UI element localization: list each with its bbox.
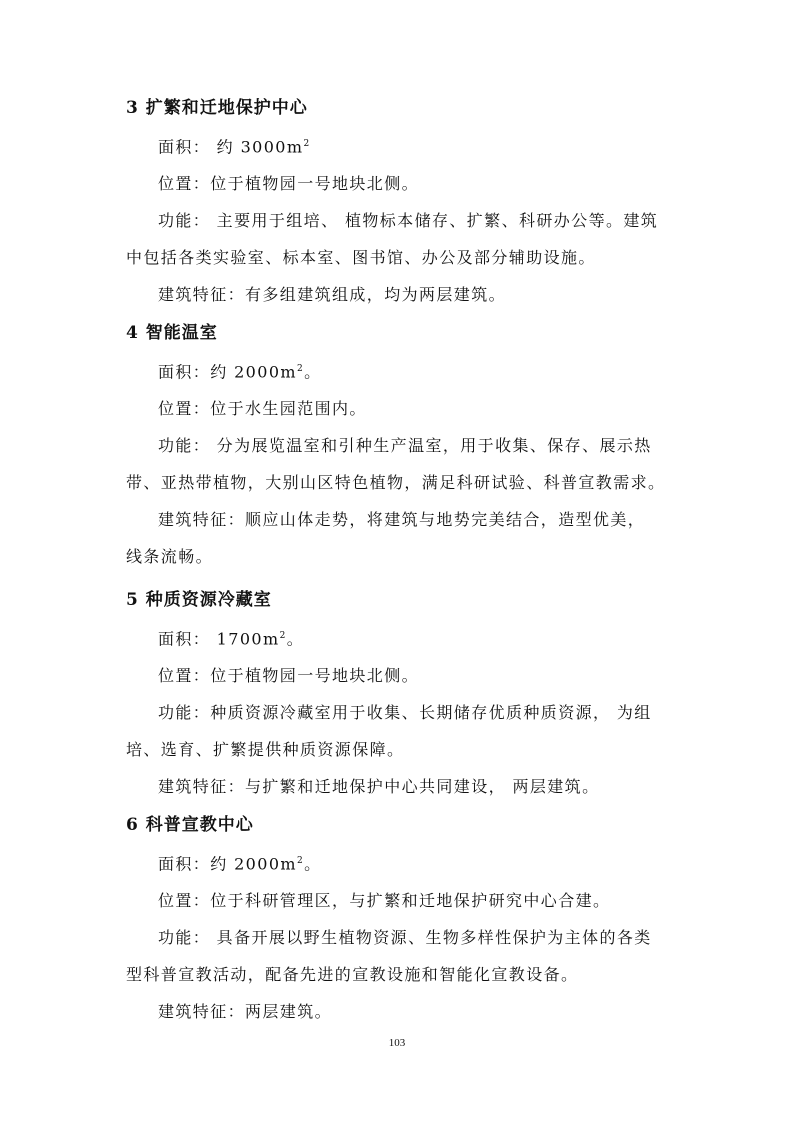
- feature-line: 建筑特征：两层建筑。: [158, 1002, 333, 1022]
- section-5: [126, 588, 686, 799]
- function-line: 功能： 主要用于组培、 植物标本储存、扩繁、科研办公等。建筑: [158, 211, 659, 231]
- function-line-cont: 型科普宣教活动，配备先进的宣教设施和智能化宣教设备。: [126, 965, 579, 985]
- function-line: 功能：种质资源冷藏室用于收集、长期储存优质种质资源， 为组: [158, 703, 652, 723]
- location-line: 位置：位于植物园一号地块北侧。: [158, 666, 420, 686]
- function-line-cont: 中包括各类实验室、标本室、图书馆、办公及部分辅助设施。: [126, 248, 596, 268]
- section-3: [126, 96, 686, 307]
- section-heading: 4 智能温室: [126, 323, 218, 343]
- function-line-cont: 带、亚热带植物，大别山区特色植物，满足科研试验、科普宣教需求。: [126, 473, 666, 493]
- page-number: 103: [388, 1037, 406, 1049]
- area-line: 面积： $1700m^2$。: [158, 629, 305, 649]
- area-line: 面积： 约 $3000m^2$: [158, 137, 311, 157]
- function-line: 功能： 具备开展以野生植物资源、生物多样性保护为主体的各类: [158, 928, 652, 948]
- area-line: 面积：约 $2000m^2$。: [158, 362, 322, 382]
- function-line: 功能： 分为展览温室和引种生产温室，用于收集、保存、展示热: [158, 436, 652, 456]
- location-line: 位置：位于科研管理区，与扩繁和迁地保护研究中心合建。: [158, 891, 611, 911]
- feature-line: 建筑特征：顺应山体走势，将建筑与地势完美结合，造型优美，: [158, 510, 646, 530]
- location-line: 位置：位于水生园范围内。: [158, 399, 367, 419]
- feature-line-cont: 线条流畅。: [126, 547, 214, 567]
- function-line-cont: 培、选育、扩繁提供种质资源保障。: [126, 740, 405, 760]
- feature-line: 建筑特征：有多组建筑组成，均为两层建筑。: [158, 285, 507, 305]
- location-line: 位置：位于植物园一号地块北侧。: [158, 174, 420, 194]
- feature-line: 建筑特征：与扩繁和迁地保护中心共同建设， 两层建筑。: [158, 777, 600, 797]
- section-4: [126, 321, 686, 569]
- section-6: [126, 813, 686, 1024]
- section-heading: 6 科普宣教中心: [126, 815, 254, 835]
- area-line: 面积：约 $2000m^2$。: [158, 854, 322, 874]
- section-heading: 5 种质资源冷藏室: [126, 590, 272, 610]
- section-heading: 3 扩繁和迁地保护中心: [126, 98, 308, 118]
